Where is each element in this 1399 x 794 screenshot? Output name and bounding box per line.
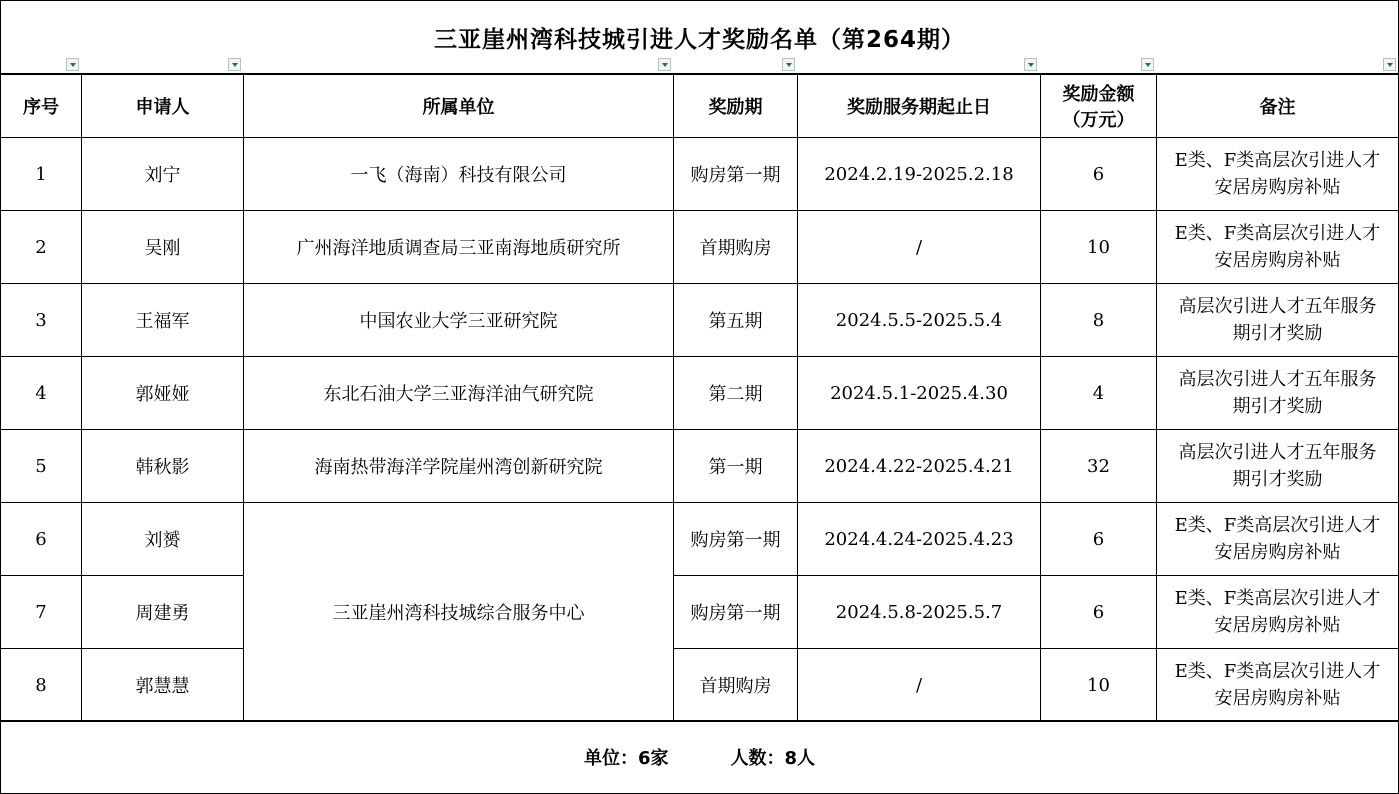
- cell-seq[interactable]: 4: [1, 357, 82, 430]
- cell-amount[interactable]: 10: [1041, 649, 1157, 722]
- sheet-title[interactable]: 三亚崖州湾科技城引进人才奖励名单（第264期）: [0, 0, 1399, 74]
- cell-dates[interactable]: /: [798, 211, 1041, 284]
- header-amount[interactable]: [1041, 75, 1157, 138]
- note-line2: 期引才奖励: [1232, 396, 1323, 417]
- cell-period[interactable]: 首期购房: [674, 211, 798, 284]
- note-line1: E类、F类高层次引进人才: [1174, 150, 1381, 171]
- cell-period[interactable]: 购房第一期: [674, 503, 798, 576]
- cell-period[interactable]: 购房第一期: [674, 576, 798, 649]
- cell-amount[interactable]: 32: [1041, 430, 1157, 503]
- cell-period[interactable]: 购房第一期: [674, 138, 798, 211]
- cell-applicant[interactable]: 韩秋影: [82, 430, 244, 503]
- cell-amount[interactable]: 10: [1041, 211, 1157, 284]
- cell-seq[interactable]: 6: [1, 503, 82, 576]
- summary-units: 单位：6家: [583, 748, 669, 769]
- note-line1: E类、F类高层次引进人才: [1174, 223, 1381, 244]
- filter-dropdown-note-icon[interactable]: [1383, 58, 1396, 71]
- summary-footer[interactable]: [0, 720, 1399, 794]
- cell-dates[interactable]: 2024.4.24-2025.4.23: [798, 503, 1041, 576]
- note-line2: 期引才奖励: [1232, 323, 1323, 344]
- filter-dropdown-org-icon[interactable]: [658, 58, 671, 71]
- cell-applicant[interactable]: 周建勇: [82, 576, 244, 649]
- header-org[interactable]: 所属单位: [244, 75, 674, 138]
- cell-note[interactable]: [1157, 649, 1399, 722]
- cell-note[interactable]: [1157, 430, 1399, 503]
- cell-org-merged[interactable]: 三亚崖州湾科技城综合服务中心: [244, 503, 674, 722]
- cell-applicant[interactable]: 郭慧慧: [82, 649, 244, 722]
- cell-dates[interactable]: 2024.5.5-2025.5.4: [798, 284, 1041, 357]
- header-row: [1, 75, 1399, 138]
- note-line2: 安居房购房补贴: [1214, 542, 1341, 563]
- cell-seq[interactable]: 8: [1, 649, 82, 722]
- cell-note[interactable]: [1157, 576, 1399, 649]
- header-amount-line1: 奖励金额: [1062, 84, 1135, 105]
- cell-note[interactable]: [1157, 357, 1399, 430]
- cell-seq[interactable]: 2: [1, 211, 82, 284]
- cell-seq[interactable]: 3: [1, 284, 82, 357]
- cell-seq[interactable]: 5: [1, 430, 82, 503]
- filter-dropdown-applicant-icon[interactable]: [228, 58, 241, 71]
- cell-period[interactable]: 第五期: [674, 284, 798, 357]
- note-line2: 期引才奖励: [1232, 469, 1323, 490]
- cell-note[interactable]: [1157, 138, 1399, 211]
- cell-dates[interactable]: /: [798, 649, 1041, 722]
- cell-dates[interactable]: 2024.5.1-2025.4.30: [798, 357, 1041, 430]
- note-line1: E类、F类高层次引进人才: [1174, 588, 1381, 609]
- cell-seq[interactable]: 1: [1, 138, 82, 211]
- cell-period[interactable]: 首期购房: [674, 649, 798, 722]
- table-row: [1, 576, 1399, 649]
- cell-dates[interactable]: 2024.5.8-2025.5.7: [798, 576, 1041, 649]
- header-service-dates[interactable]: 奖励服务期起止日: [798, 75, 1041, 138]
- cell-dates[interactable]: 2024.2.19-2025.2.18: [798, 138, 1041, 211]
- table-row: [1, 211, 1399, 284]
- cell-amount[interactable]: 6: [1041, 138, 1157, 211]
- cell-applicant[interactable]: 王福军: [82, 284, 244, 357]
- filter-dropdown-dates-icon[interactable]: [1024, 58, 1037, 71]
- header-applicant[interactable]: 申请人: [82, 75, 244, 138]
- note-line1: 高层次引进人才五年服务: [1178, 296, 1377, 317]
- cell-applicant[interactable]: 刘宁: [82, 138, 244, 211]
- note-line2: 安居房购房补贴: [1214, 688, 1341, 709]
- table-row: [1, 138, 1399, 211]
- table-row: [1, 430, 1399, 503]
- cell-dates[interactable]: 2024.4.22-2025.4.21: [798, 430, 1041, 503]
- cell-amount[interactable]: 6: [1041, 576, 1157, 649]
- autofilter-row: [0, 58, 1399, 74]
- header-amount-line2: （万元）: [1062, 110, 1135, 131]
- filter-dropdown-amount-icon[interactable]: [1141, 58, 1154, 71]
- award-table: [0, 74, 1399, 722]
- cell-seq[interactable]: 7: [1, 576, 82, 649]
- cell-note[interactable]: [1157, 284, 1399, 357]
- note-line2: 安居房购房补贴: [1214, 615, 1341, 636]
- cell-amount[interactable]: 4: [1041, 357, 1157, 430]
- filter-dropdown-seq-icon[interactable]: [66, 58, 79, 71]
- header-seq[interactable]: 序号: [1, 75, 82, 138]
- cell-period[interactable]: 第一期: [674, 430, 798, 503]
- header-note[interactable]: 备注: [1157, 75, 1399, 138]
- table-row: [1, 649, 1399, 722]
- cell-org[interactable]: 东北石油大学三亚海洋油气研究院: [244, 357, 674, 430]
- cell-org[interactable]: 一飞（海南）科技有限公司: [244, 138, 674, 211]
- cell-amount[interactable]: 6: [1041, 503, 1157, 576]
- cell-amount[interactable]: 8: [1041, 284, 1157, 357]
- note-line1: E类、F类高层次引进人才: [1174, 515, 1381, 536]
- cell-applicant[interactable]: 刘赟: [82, 503, 244, 576]
- cell-applicant[interactable]: 吴刚: [82, 211, 244, 284]
- summary-people: 人数：8人: [730, 748, 816, 769]
- table-row: [1, 284, 1399, 357]
- cell-org[interactable]: 广州海洋地质调查局三亚南海地质研究所: [244, 211, 674, 284]
- note-line1: 高层次引进人才五年服务: [1178, 442, 1377, 463]
- note-line1: E类、F类高层次引进人才: [1174, 661, 1381, 682]
- cell-org[interactable]: 海南热带海洋学院崖州湾创新研究院: [244, 430, 674, 503]
- table-row: [1, 503, 1399, 576]
- note-line2: 安居房购房补贴: [1214, 177, 1341, 198]
- note-line1: 高层次引进人才五年服务: [1178, 369, 1377, 390]
- filter-dropdown-period-icon[interactable]: [782, 58, 795, 71]
- header-period[interactable]: 奖励期: [674, 75, 798, 138]
- cell-note[interactable]: [1157, 503, 1399, 576]
- cell-org[interactable]: 中国农业大学三亚研究院: [244, 284, 674, 357]
- cell-period[interactable]: 第二期: [674, 357, 798, 430]
- note-line2: 安居房购房补贴: [1214, 250, 1341, 271]
- table-row: [1, 357, 1399, 430]
- cell-applicant[interactable]: 郭娅娅: [82, 357, 244, 430]
- cell-note[interactable]: [1157, 211, 1399, 284]
